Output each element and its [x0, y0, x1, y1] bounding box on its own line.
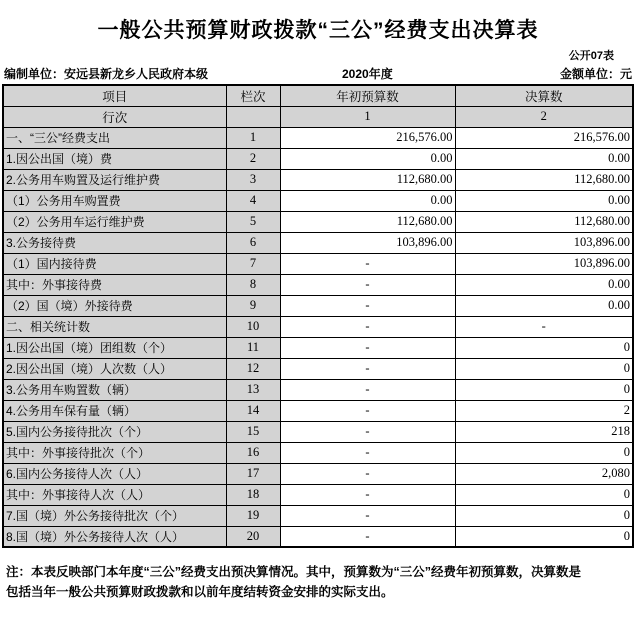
row-initial-budget-cell: -: [280, 379, 455, 400]
row-item-cell: 1.因公出国（境）费: [3, 148, 226, 169]
subheader-final: 2: [455, 106, 633, 127]
subheader-budget: 1: [280, 106, 455, 127]
row-item-cell: 一、“三公”经费支出: [3, 127, 226, 148]
row-line-number-cell: 11: [226, 337, 280, 358]
row-item-cell: 2.公务用车购置及运行维护费: [3, 169, 226, 190]
row-initial-budget-cell: -: [280, 253, 455, 274]
table-row: [3, 379, 633, 400]
row-final-accounts-cell: 112,680.00: [455, 169, 633, 190]
row-line-number-cell: 8: [226, 274, 280, 295]
footnote-line-2: 包括当年一般公共预算财政拨款和以前年度结转资金安排的实际支出。: [6, 585, 394, 599]
row-item-cell: 3.公务接待费: [3, 232, 226, 253]
row-initial-budget-cell: -: [280, 442, 455, 463]
row-final-accounts-cell: 112,680.00: [455, 211, 633, 232]
row-final-accounts-cell: 0: [455, 337, 633, 358]
row-item-cell: 8.国（境）外公务接待人次（人）: [3, 526, 226, 547]
row-final-accounts-cell: 0: [455, 526, 633, 547]
row-final-accounts-cell: 2,080: [455, 463, 633, 484]
table-row: [3, 316, 633, 337]
header-item: 项目: [3, 85, 226, 106]
row-initial-budget-cell: -: [280, 421, 455, 442]
row-final-accounts-cell: 103,896.00: [455, 253, 633, 274]
row-final-accounts-cell: 218: [455, 421, 633, 442]
header-row: [3, 85, 633, 106]
row-item-cell: 6.国内公务接待人次（人）: [3, 463, 226, 484]
row-initial-budget-cell: -: [280, 274, 455, 295]
row-line-number-cell: 16: [226, 442, 280, 463]
row-final-accounts-cell: 0: [455, 442, 633, 463]
row-item-cell: 2.因公出国（境）人次数（人）: [3, 358, 226, 379]
table-row: [3, 127, 633, 148]
row-line-number-cell: 9: [226, 295, 280, 316]
row-final-accounts-cell: 103,896.00: [455, 232, 633, 253]
row-final-accounts-cell: 0: [455, 484, 633, 505]
row-line-number-cell: 19: [226, 505, 280, 526]
row-initial-budget-cell: -: [280, 505, 455, 526]
row-line-number-cell: 4: [226, 190, 280, 211]
row-line-number-cell: 13: [226, 379, 280, 400]
row-line-number-cell: 5: [226, 211, 280, 232]
prepared-by-label: 编制单位：安远县新龙乡人民政府本级: [4, 67, 209, 81]
row-final-accounts-cell: 0.00: [455, 190, 633, 211]
row-initial-budget-cell: -: [280, 358, 455, 379]
row-line-number-cell: 10: [226, 316, 280, 337]
table-row: [3, 232, 633, 253]
row-final-accounts-cell: 2: [455, 400, 633, 421]
row-initial-budget-cell: -: [280, 526, 455, 547]
subheader-row: [3, 106, 633, 127]
row-initial-budget-cell: 0.00: [280, 190, 455, 211]
row-item-cell: 5.国内公务接待批次（个）: [3, 421, 226, 442]
row-line-number-cell: 14: [226, 400, 280, 421]
row-line-number-cell: 6: [226, 232, 280, 253]
table-row: [3, 274, 633, 295]
row-item-cell: 其中：外事接待批次（个）: [3, 442, 226, 463]
row-line-number-cell: 20: [226, 526, 280, 547]
row-initial-budget-cell: -: [280, 400, 455, 421]
subheader-line: [226, 106, 280, 127]
row-item-cell: （1）公务用车购置费: [3, 190, 226, 211]
row-final-accounts-cell: 0: [455, 505, 633, 526]
row-item-cell: 7.国（境）外公务接待批次（个）: [3, 505, 226, 526]
table-row: [3, 400, 633, 421]
row-initial-budget-cell: 216,576.00: [280, 127, 455, 148]
header-final: 决算数: [455, 85, 633, 106]
row-initial-budget-cell: 112,680.00: [280, 169, 455, 190]
table-row: [3, 211, 633, 232]
row-initial-budget-cell: 112,680.00: [280, 211, 455, 232]
table-row: [3, 505, 633, 526]
row-item-cell: 1.因公出国（境）团组数（个）: [3, 337, 226, 358]
row-item-cell: （1）国内接待费: [3, 253, 226, 274]
table-row: [3, 253, 633, 274]
row-final-accounts-cell: 0: [455, 379, 633, 400]
row-final-accounts-cell: 0.00: [455, 295, 633, 316]
table-row: [3, 463, 633, 484]
row-initial-budget-cell: -: [280, 484, 455, 505]
table-row: [3, 442, 633, 463]
row-final-accounts-cell: 0: [455, 358, 633, 379]
three-public-expense-table: [2, 84, 634, 548]
row-final-accounts-cell: -: [455, 316, 633, 337]
table-row: [3, 484, 633, 505]
fiscal-year-label: 2020年度: [342, 67, 393, 81]
row-item-cell: 二、相关统计数: [3, 316, 226, 337]
row-line-number-cell: 18: [226, 484, 280, 505]
row-item-cell: 4.公务用车保有量（辆）: [3, 400, 226, 421]
header-line: 栏次: [226, 85, 280, 106]
table-code: 公开07表: [568, 50, 614, 62]
row-initial-budget-cell: -: [280, 463, 455, 484]
row-initial-budget-cell: -: [280, 316, 455, 337]
header-budget: 年初预算数: [280, 85, 455, 106]
row-initial-budget-cell: 0.00: [280, 148, 455, 169]
table-row: [3, 337, 633, 358]
row-line-number-cell: 3: [226, 169, 280, 190]
row-line-number-cell: 12: [226, 358, 280, 379]
row-item-cell: （2）国（境）外接待费: [3, 295, 226, 316]
row-line-number-cell: 2: [226, 148, 280, 169]
row-item-cell: 其中：外事接待费: [3, 274, 226, 295]
row-initial-budget-cell: -: [280, 295, 455, 316]
table-row: [3, 148, 633, 169]
row-line-number-cell: 15: [226, 421, 280, 442]
row-final-accounts-cell: 0.00: [455, 148, 633, 169]
table-row: [3, 190, 633, 211]
row-item-cell: 3.公务用车购置数（辆）: [3, 379, 226, 400]
row-item-cell: 其中：外事接待人次（人）: [3, 484, 226, 505]
page-title: 一般公共预算财政拨款“三公”经费支出决算表: [97, 19, 539, 42]
table-row: [3, 526, 633, 547]
subheader-item: 行次: [3, 106, 226, 127]
row-item-cell: （2）公务用车运行维护费: [3, 211, 226, 232]
row-line-number-cell: 1: [226, 127, 280, 148]
row-line-number-cell: 7: [226, 253, 280, 274]
amount-unit-label: 金额单位：元: [559, 67, 632, 81]
row-line-number-cell: 17: [226, 463, 280, 484]
footnote: [6, 562, 630, 602]
table-row: [3, 169, 633, 190]
row-final-accounts-cell: 0.00: [455, 274, 633, 295]
table-row: [3, 421, 633, 442]
footnote-line-1: 注：本表反映部门本年度“三公”经费支出预决算情况。其中，预算数为“三公”经费年初预算数，决算数是: [6, 565, 582, 579]
table-row: [3, 358, 633, 379]
table-row: [3, 295, 633, 316]
row-final-accounts-cell: 216,576.00: [455, 127, 633, 148]
meta-row: [4, 65, 632, 81]
row-initial-budget-cell: -: [280, 337, 455, 358]
row-initial-budget-cell: 103,896.00: [280, 232, 455, 253]
